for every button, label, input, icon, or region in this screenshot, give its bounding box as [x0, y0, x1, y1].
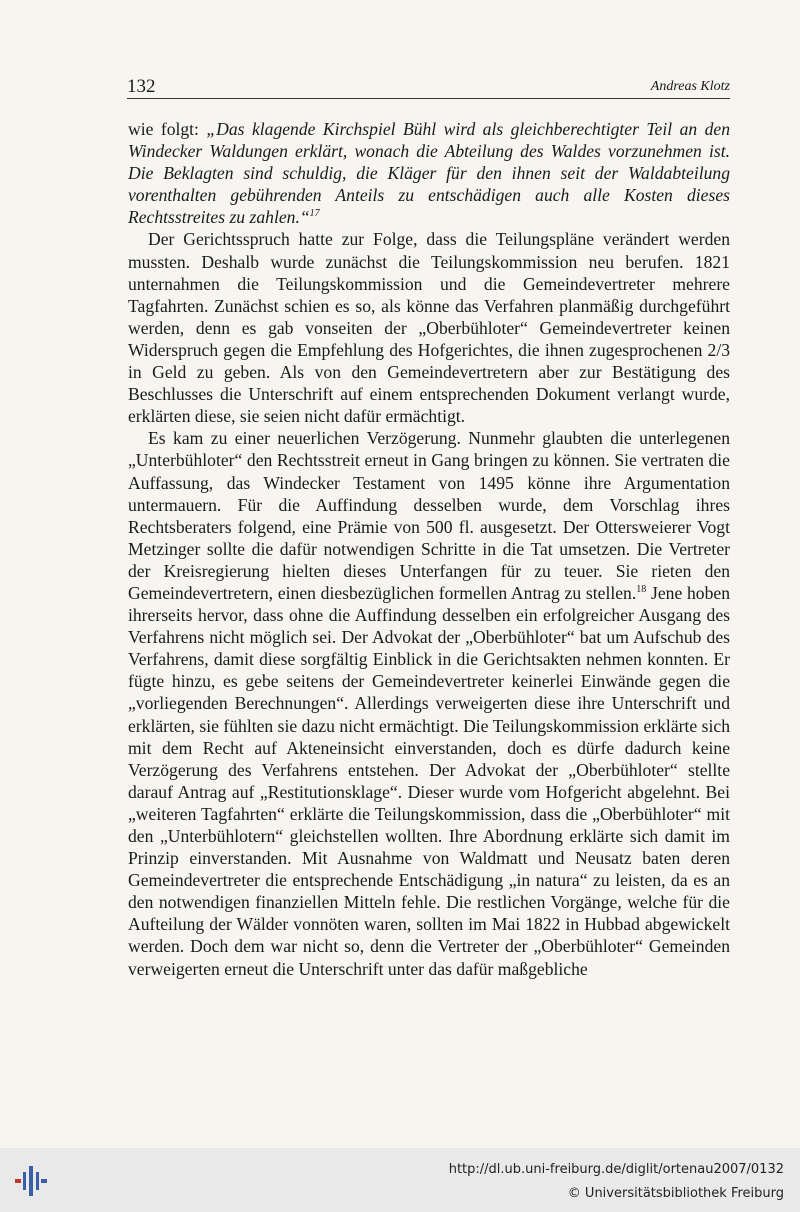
footnote-ref-18: 18	[636, 584, 647, 596]
paragraph-3	[128, 427, 730, 979]
paragraph-1	[128, 118, 730, 228]
running-author: Andreas Klotz	[650, 79, 730, 94]
copyright-notice: © Universitätsbibliothek Freiburg	[567, 1186, 784, 1201]
page-number: 132	[127, 76, 156, 97]
paragraph-3-part-1: Es kam zu einer neuerlichen Verzögerung. Nunmehr glaubten die unterlegenen „Unterbühloter“ den Rechtsstreit erneut in Gang bringen zu können. Sie vertraten die Auffassung, das Windecker Testament von 1495 könne ihre Argumentation untermauern. Für die Auffindung desselben wurde, dem Vorschlag ihres Rechtsberaters folgend, eine Prämie von 500 fl. ausgesetzt. Der Ottersweierer Vogt Metzinger sollte die dafür notwendigen Schritte in die Tat umsetzen. Die Vertreter der Kreisregierung hielten dieses Unterfangen für zu teuer. Sie rieten den Gemeindevertretern, einen diesbezüglichen formellen Antrag zu stellen.	[128, 428, 730, 603]
ub-freiburg-logo-icon	[14, 1164, 48, 1198]
footnote-ref-17: 17	[309, 208, 320, 220]
digital-copy-link[interactable]: http://dl.ub.uni-freiburg.de/diglit/ortenau2007/0132	[448, 1162, 784, 1177]
paragraph-2: Der Gerichtsspruch hatte zur Folge, dass die Teilungspläne verändert werden mussten. Deshalb wurde zunächst die Teilungskommission neu berufen. 1821 unternahmen die Teilungskommission und die Gemeindevertreter mehrere Tagfahrten. Zunächst schien es so, als könne das Verfahren planmäßig durchgeführt werden, denn es gab vonseiten der „Oberbühloter“ Gemeindevertreter keinen Widerspruch gegen die Empfehlung des Hofgerichtes, die ihnen zugesprochenen 2/3 in Geld zu geben. Als von den Gemeindevertretern aber zur Bestätigung des Beschlusses die Unterschrift auf einem entsprechenden Dokument verlangt wurde, erklärten diese, sie seien nicht dafür ermächtigt.	[128, 229, 730, 427]
body-text	[128, 118, 730, 980]
paragraph-3-part-2: Jene hoben ihrerseits hervor, dass ohne die Auffindung desselben ein erfolgreicher Ausgang des Verfahrens nicht möglich sei. Der Advokat der „Oberbühloter“ bat um Aufschub des Verfahrens, damit diese sorgfältig Einblick in die Gerichtsakten nehmen konnten. Er fügte hinzu, es gebe seitens der Gemeindevertreter keinerlei Einwände gegen die „vorliegenden Berechnungen“. Allerdings verweigerten diese ihre Unterschrift und erklärten, sie fühlten sie dazu nicht ermächtigt. Die Teilungskommission erklärte sich mit dem Recht auf Akteneinsicht einverstanden, doch es dürfe dadurch keine Verzögerung des Verfahrens entstehen. Der Advokat der „Oberbühloter“ stellte darauf Antrag auf „Restitutionsklage“. Dieser wurde vom Hofgericht abgelehnt. Bei „weiteren Tagfahrten“ erklärte die Teilungskommission, dass die „Oberbühloter“ mit den „Unterbühlotern“ gleichstellen wollten. Ihre Abordnung erklärte sich damit im Prinzip einverstanden. Mit Ausnahme von Waldmatt und Neusatz baten deren Gemeindevertreter die entsprechende Entschädigung „in natura“ zu leisten, da es an den notwendigen finanziellen Mitteln fehle. Die restlichen Vorgänge, welche für die Aufteilung der Wälder vonnöten waren, sollten im Mai 1822 in Hubbad abgewickelt werden. Doch dem war nicht so, denn die Vertreter der „Oberbühloter“ Gemeinden verweigerten erneut die Unterschrift unter das dafür maßgebliche	[128, 582, 730, 979]
court-ruling-quote: „Das klagende Kirchspiel Bühl wird als gleichberechtigter Teil an den Windecker Waldungen erklärt, wonach die Abteilung des Waldes vorzunehmen ist. Die Beklagten sind schuldig, die Kläger für den ihnen seit der Waldabteilung vorenthalten gebührenden Anteils zu entschädigen auch alle Kosten dieses Rechtsstreites zu zahlen.“	[128, 119, 730, 228]
paragraph-1-lead: wie folgt:	[128, 119, 207, 139]
header-rule	[127, 98, 730, 99]
library-footer	[0, 1148, 800, 1212]
